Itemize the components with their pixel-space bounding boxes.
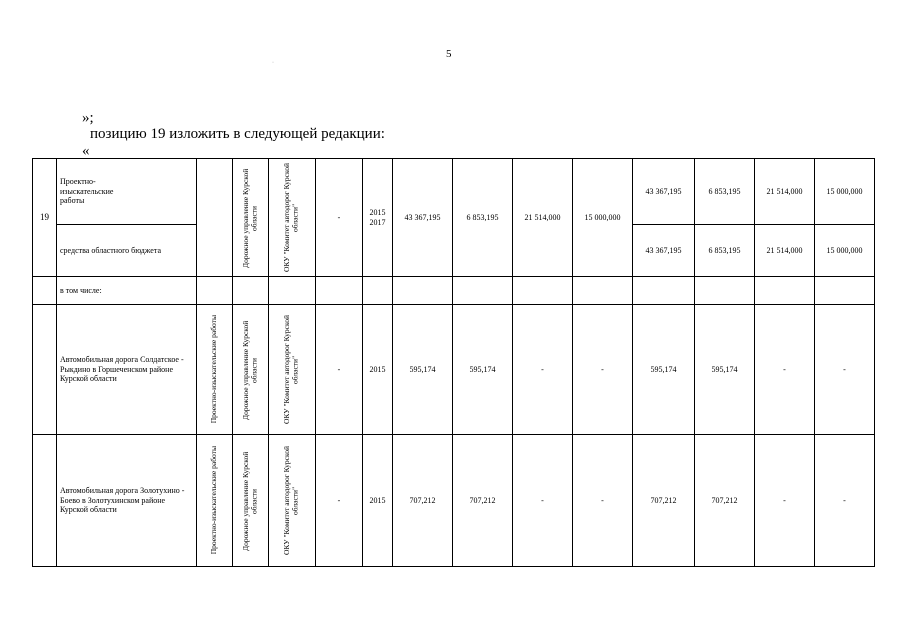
y2016-a: - — [513, 305, 573, 435]
budget-2017: 15 000,000 — [815, 225, 875, 277]
work-type-text: Проектно-изыскательские работы — [209, 446, 219, 555]
empty-cell — [33, 435, 57, 567]
budget-2016: 21 514,000 — [755, 225, 815, 277]
performer-text: Дорожное управление Курской области — [240, 319, 259, 420]
total-b: 43 367,195 — [633, 159, 695, 225]
y2017-b: - — [815, 305, 875, 435]
customer-text: ОКУ "Комитет автодорог Курской области" — [282, 446, 300, 555]
total-a: 595,174 — [393, 305, 453, 435]
work-type-text: Проектно-изыскательские работы — [209, 315, 219, 424]
closing-quote: »; — [82, 110, 94, 126]
y2015-a: 595,174 — [453, 305, 513, 435]
dash-cell: - — [316, 159, 363, 277]
budget-table — [32, 158, 875, 567]
work-type-cell — [197, 305, 233, 435]
work-type-cell — [197, 435, 233, 567]
y2016-b: 21 514,000 — [755, 159, 815, 225]
performer-cell — [233, 305, 269, 435]
customer-cell — [269, 305, 316, 435]
item-name: Автомобильная дорога Солдатское - Рыкдино в Горшеченском районе Курской области — [57, 305, 197, 435]
y2017-b: - — [815, 435, 875, 567]
work-type-cell — [197, 159, 233, 277]
empty-cell — [316, 277, 363, 305]
empty-cell — [453, 277, 513, 305]
budget-total: 43 367,195 — [633, 225, 695, 277]
y2016-b: - — [755, 435, 815, 567]
y2015-b: 707,212 — [695, 435, 755, 567]
empty-cell — [513, 277, 573, 305]
dash-cell: - — [316, 305, 363, 435]
scan-dot: · — [272, 60, 274, 66]
empty-cell — [755, 277, 815, 305]
performer-text: Дорожное управление Курской области — [240, 167, 259, 268]
y2015-a: 6 853,195 — [453, 159, 513, 277]
y2016-b: - — [755, 305, 815, 435]
performer-text: Дорожное управление Курской области — [240, 450, 259, 551]
y2017-a: - — [573, 435, 633, 567]
opening-quote: « — [82, 143, 90, 159]
y2015-b: 6 853,195 — [695, 159, 755, 225]
y2016-a: - — [513, 435, 573, 567]
y2016-a: 21 514,000 — [513, 159, 573, 277]
table-row — [33, 305, 875, 435]
including-label: в том числе: — [57, 277, 197, 305]
empty-cell — [393, 277, 453, 305]
position-name: Проектно- изыскательские работы — [57, 159, 197, 225]
table-row — [33, 159, 875, 225]
total-b: 595,174 — [633, 305, 695, 435]
years-cell — [363, 159, 393, 277]
customer-text: ОКУ "Комитет автодорог Курской области" — [282, 163, 300, 272]
y2015-b: 595,174 — [695, 305, 755, 435]
item-name: Автомобильная дорога Золотухино - Боево в Золотухинском районе Курской области — [57, 435, 197, 567]
intro-text: позицию 19 изложить в следующей редакции: — [90, 126, 385, 142]
empty-cell — [573, 277, 633, 305]
total-a: 707,212 — [393, 435, 453, 567]
budget-2015: 6 853,195 — [695, 225, 755, 277]
year-cell: 2015 — [363, 305, 393, 435]
table-row — [33, 277, 875, 305]
dash-cell: - — [316, 435, 363, 567]
customer-text: ОКУ "Комитет автодорог Курской области" — [282, 315, 300, 424]
y2017-b: 15 000,000 — [815, 159, 875, 225]
y2015-a: 707,212 — [453, 435, 513, 567]
empty-cell — [633, 277, 695, 305]
y2017-a: 15 000,000 — [573, 159, 633, 277]
year-end: 2017 — [369, 217, 386, 227]
empty-cell — [269, 277, 316, 305]
customer-cell — [269, 435, 316, 567]
row-number: 19 — [33, 159, 57, 277]
empty-cell — [33, 277, 57, 305]
page-number: 5 — [446, 48, 452, 60]
empty-cell — [695, 277, 755, 305]
y2017-a: - — [573, 305, 633, 435]
year-start: 2015 — [369, 208, 386, 218]
total-b: 707,212 — [633, 435, 695, 567]
customer-cell — [269, 159, 316, 277]
performer-cell — [233, 435, 269, 567]
empty-cell — [363, 277, 393, 305]
year-cell: 2015 — [363, 435, 393, 567]
regional-budget-label: средства областного бюджета — [57, 225, 197, 277]
empty-cell — [33, 305, 57, 435]
performer-cell — [233, 159, 269, 277]
table-row — [33, 435, 875, 567]
empty-cell — [197, 277, 233, 305]
empty-cell — [815, 277, 875, 305]
total-a: 43 367,195 — [393, 159, 453, 277]
empty-cell — [233, 277, 269, 305]
